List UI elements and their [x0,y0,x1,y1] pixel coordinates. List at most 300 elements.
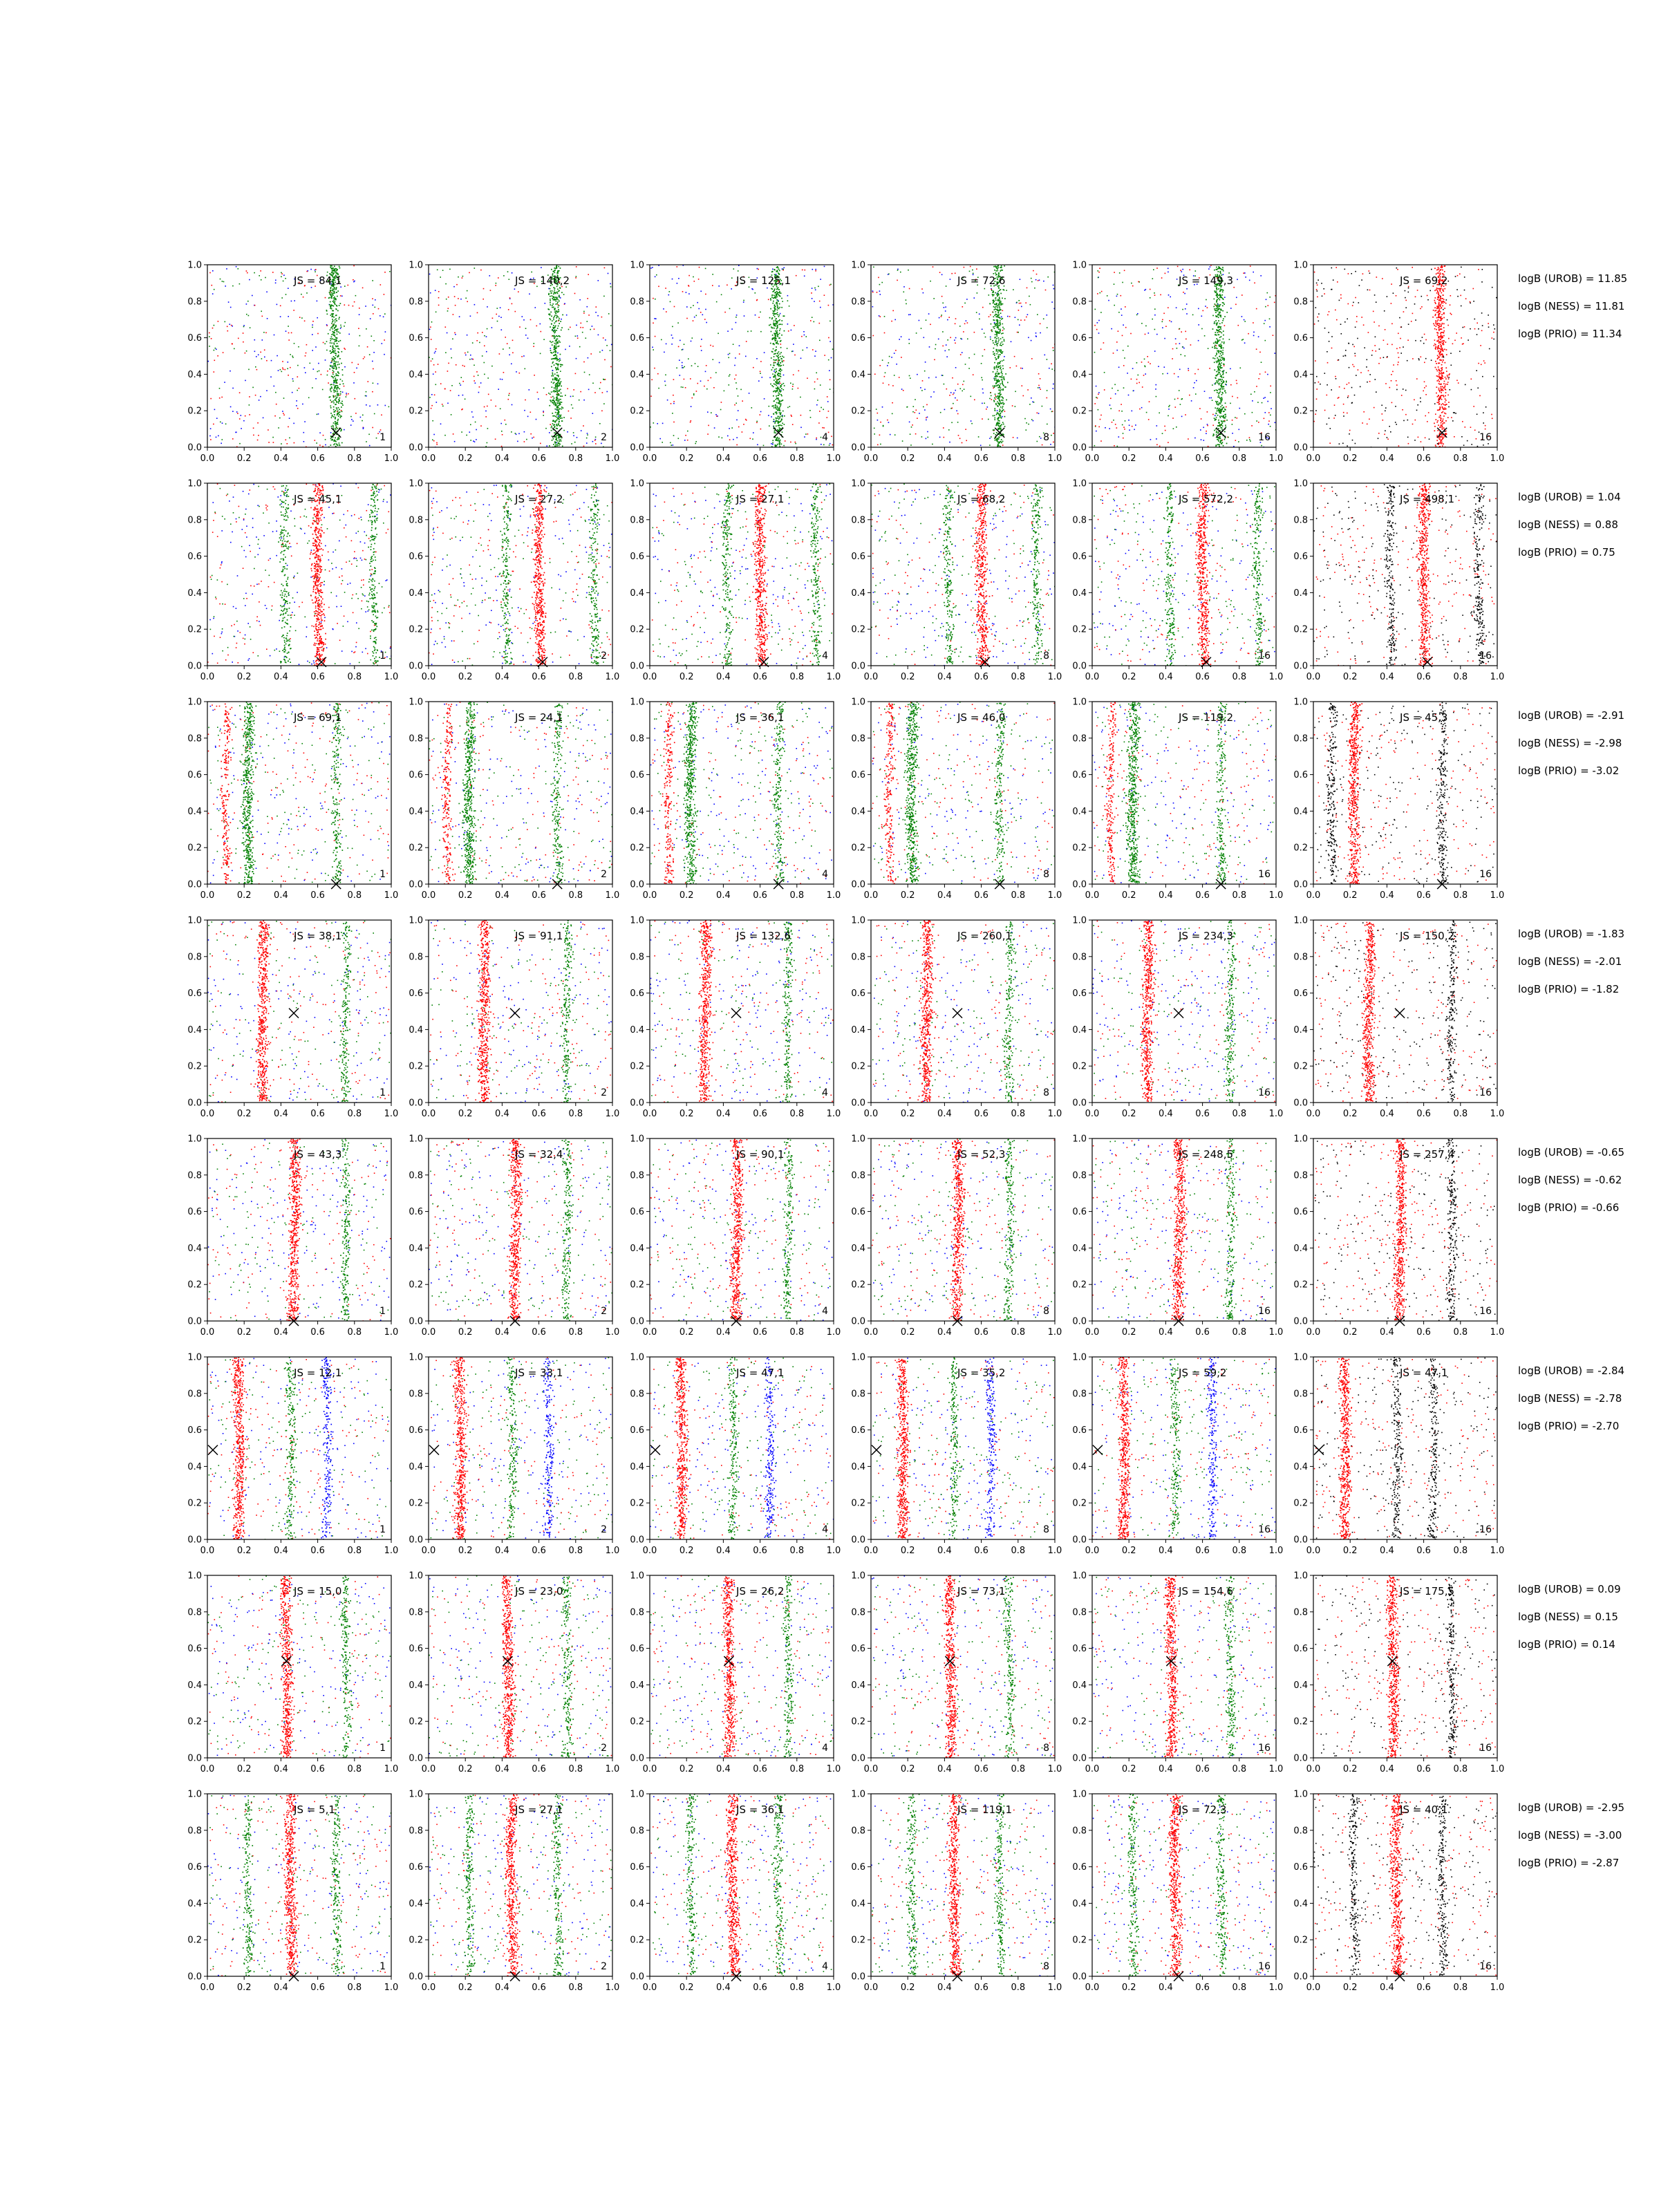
point [1002,353,1003,354]
point [1200,429,1201,431]
point [894,434,896,435]
point [209,272,211,274]
point [382,343,383,344]
point [1015,391,1016,393]
point [1162,321,1163,323]
point [554,309,556,310]
point [558,410,559,411]
point [892,402,893,404]
point [1148,362,1150,363]
point [1172,418,1174,419]
point [994,386,995,388]
point [266,360,268,362]
point [1228,272,1230,274]
point [241,428,242,429]
point [1224,388,1225,390]
point [543,339,545,340]
point [966,440,967,442]
point [774,321,775,322]
point [1006,400,1007,401]
point [297,376,299,377]
point [781,320,782,321]
point [356,368,357,369]
point [733,439,734,440]
point [994,324,995,325]
point [491,400,492,401]
point [994,344,995,346]
point [993,415,994,417]
point [889,356,890,357]
point [557,379,559,381]
point [337,402,338,403]
point [552,344,553,346]
point [553,293,554,294]
point [258,355,259,356]
point [1019,324,1020,326]
point [236,266,237,268]
point [932,266,934,268]
point [742,431,743,433]
point [731,427,733,429]
point [341,401,343,402]
point [592,441,594,442]
point [779,418,780,419]
point [1219,337,1221,338]
point [1001,265,1002,267]
point [561,395,563,397]
point [478,392,480,393]
point [829,370,830,371]
point [1221,381,1222,382]
point [212,293,214,294]
point [435,384,437,386]
point [877,420,879,421]
point [1189,270,1190,271]
point [908,339,910,340]
point [1327,351,1328,353]
point [1172,358,1173,359]
point [1216,361,1217,362]
point [1000,301,1002,302]
point [550,393,551,395]
point [560,382,561,384]
point [225,285,226,287]
point [1259,352,1261,353]
point [1222,408,1224,409]
point [341,363,342,364]
point [794,325,795,326]
point [337,362,339,363]
point [915,399,916,400]
point [254,305,256,306]
point [373,383,374,384]
point [561,393,562,394]
point [994,408,995,409]
point [546,445,547,447]
point [554,397,555,399]
point [778,419,780,420]
point [887,365,888,366]
point [490,290,491,291]
point [774,359,775,361]
point [819,323,821,324]
point [993,295,994,297]
point [312,327,313,328]
point [218,321,219,322]
point [1053,388,1054,389]
point [556,375,558,376]
point [257,440,259,441]
point [385,405,386,406]
point [778,344,779,345]
point [1168,442,1169,443]
point [519,326,521,328]
point [824,294,825,296]
point [901,336,902,337]
point [334,363,335,364]
point [554,343,556,344]
point [727,435,729,437]
point [353,382,355,384]
point [1213,433,1215,435]
point [691,307,692,308]
point [771,294,773,296]
point [923,406,924,408]
point [1015,406,1016,407]
point [1239,408,1241,409]
point [743,301,744,303]
point [550,288,551,290]
point [1244,342,1246,344]
point [704,319,706,320]
point [1002,303,1004,305]
point [1004,416,1006,418]
point [595,439,597,440]
point [330,288,332,290]
point [337,411,339,412]
point [996,335,997,337]
point [337,413,338,415]
point [368,381,369,382]
point [1002,384,1004,386]
point [1214,430,1215,431]
point [1240,368,1241,369]
point [1002,381,1003,382]
point [1175,406,1177,408]
point [1219,329,1220,330]
point [1168,406,1170,408]
point [543,412,544,413]
point [334,391,335,393]
point [1216,323,1217,324]
point [447,310,449,312]
point [967,339,968,340]
point [997,343,999,344]
point [341,411,343,413]
point [996,349,997,350]
point [1125,306,1126,308]
point [488,394,489,395]
point [729,374,731,375]
point [1124,429,1125,430]
point [996,438,997,440]
point [971,396,972,397]
point [1207,307,1208,308]
point [819,411,821,412]
x-tick-label: 0.2 [1122,453,1136,464]
point [336,292,337,293]
point [1318,313,1320,315]
point [1219,315,1221,316]
point [293,310,294,311]
point [684,379,685,380]
point [965,364,966,365]
y-tick-label: 0.0 [1072,443,1087,453]
point [583,312,585,314]
point [774,310,776,312]
point [1109,404,1111,406]
point [1002,400,1004,401]
point [580,391,581,393]
point [774,391,776,392]
point [1243,272,1244,274]
point [465,399,466,400]
point [897,270,899,271]
point [1218,359,1219,360]
point [769,425,770,427]
point [1456,380,1458,382]
point [704,386,705,387]
point [880,422,881,423]
point [268,429,269,431]
point [1185,331,1186,332]
point [325,359,326,361]
point [337,330,338,331]
point [1212,435,1214,437]
point [333,297,335,299]
point [1138,375,1139,376]
point [724,391,725,392]
point [332,377,334,379]
point [1218,379,1219,380]
point [706,322,707,324]
point [1217,322,1219,324]
point [805,270,806,271]
point [556,344,557,345]
point [1000,349,1002,350]
point [832,444,834,446]
point [775,350,776,352]
point [955,397,956,399]
point [948,429,950,431]
point [778,355,779,356]
point [306,271,308,272]
point [337,328,339,330]
point [993,294,995,296]
point [1224,358,1225,359]
point [1129,429,1130,431]
point [778,334,779,335]
point [772,440,774,441]
point [976,268,977,270]
point [779,393,780,395]
point [556,417,558,418]
point [778,382,780,383]
point [465,353,466,354]
point [1225,416,1226,418]
point [553,307,554,308]
point [909,375,910,377]
point [1212,315,1214,317]
point [769,377,771,379]
point [682,365,683,366]
point [979,319,980,320]
point [1000,320,1001,321]
point [337,343,338,344]
point [344,285,346,287]
point [1216,354,1217,355]
point [1219,306,1220,307]
point [1447,319,1448,321]
point [336,382,337,383]
point [1351,273,1352,274]
point [1248,333,1249,335]
point [1221,347,1222,348]
point [577,437,578,438]
point [1222,291,1224,292]
point [776,346,777,348]
point [1317,297,1318,298]
point [1265,306,1266,308]
point [824,266,825,268]
point [1000,310,1001,311]
point [333,402,335,404]
point [337,331,338,332]
point [1220,440,1221,442]
x-tick-label: 0.6 [1195,453,1210,464]
point [243,420,245,422]
point [953,394,954,395]
point [1168,294,1170,296]
point [331,265,332,267]
point [1256,348,1257,350]
point [991,436,992,438]
point [908,315,910,316]
point [559,409,560,410]
y-tick-label: 0.2 [1072,406,1087,417]
point [554,315,556,316]
point [326,350,328,351]
point [524,441,525,442]
point [1218,317,1219,318]
point [337,438,339,439]
point [1096,386,1097,387]
point [288,288,289,289]
point [216,418,218,419]
point [677,283,678,284]
point [289,418,290,419]
point [780,405,782,406]
point [999,322,1000,324]
point [942,346,944,347]
y-tick-label: 0.0 [187,443,202,453]
point [995,399,997,400]
point [1181,416,1183,418]
point [774,316,776,317]
point [1344,388,1345,389]
point [555,402,556,404]
point [1000,402,1002,404]
point [1221,411,1222,412]
point [778,289,780,290]
point [291,332,292,334]
point [291,301,292,302]
point [330,432,332,433]
point [338,402,339,404]
point [1456,332,1457,334]
point [487,428,489,429]
point [556,335,557,337]
point [556,407,558,409]
point [226,268,227,270]
point [554,335,555,337]
point [1218,409,1219,411]
point [552,420,554,422]
point [884,332,885,334]
point [543,415,544,416]
point [1215,292,1216,293]
point [474,304,476,306]
point [1002,416,1003,418]
point [332,319,333,320]
point [212,328,214,329]
point [283,413,284,414]
point [776,438,778,439]
point [685,387,686,388]
point [497,308,498,309]
point [570,396,572,397]
point [997,373,999,375]
point [1218,440,1219,442]
point [1216,292,1217,294]
point [774,400,775,402]
point [1238,441,1239,442]
point [1417,290,1418,291]
point [1218,314,1219,315]
point [1002,402,1004,403]
point [332,350,334,351]
point [555,387,556,388]
point [442,404,443,405]
point [750,438,751,440]
point [1224,297,1226,298]
point [993,299,995,301]
point [778,366,780,367]
point [560,288,561,289]
point [331,313,332,315]
point [927,431,928,433]
point [555,386,556,387]
point [774,365,775,366]
point [287,368,288,370]
point [1144,366,1145,367]
point [1220,385,1221,386]
point [583,311,585,312]
point [1053,347,1054,348]
point [1447,325,1449,326]
point [688,358,689,359]
point [554,316,555,317]
